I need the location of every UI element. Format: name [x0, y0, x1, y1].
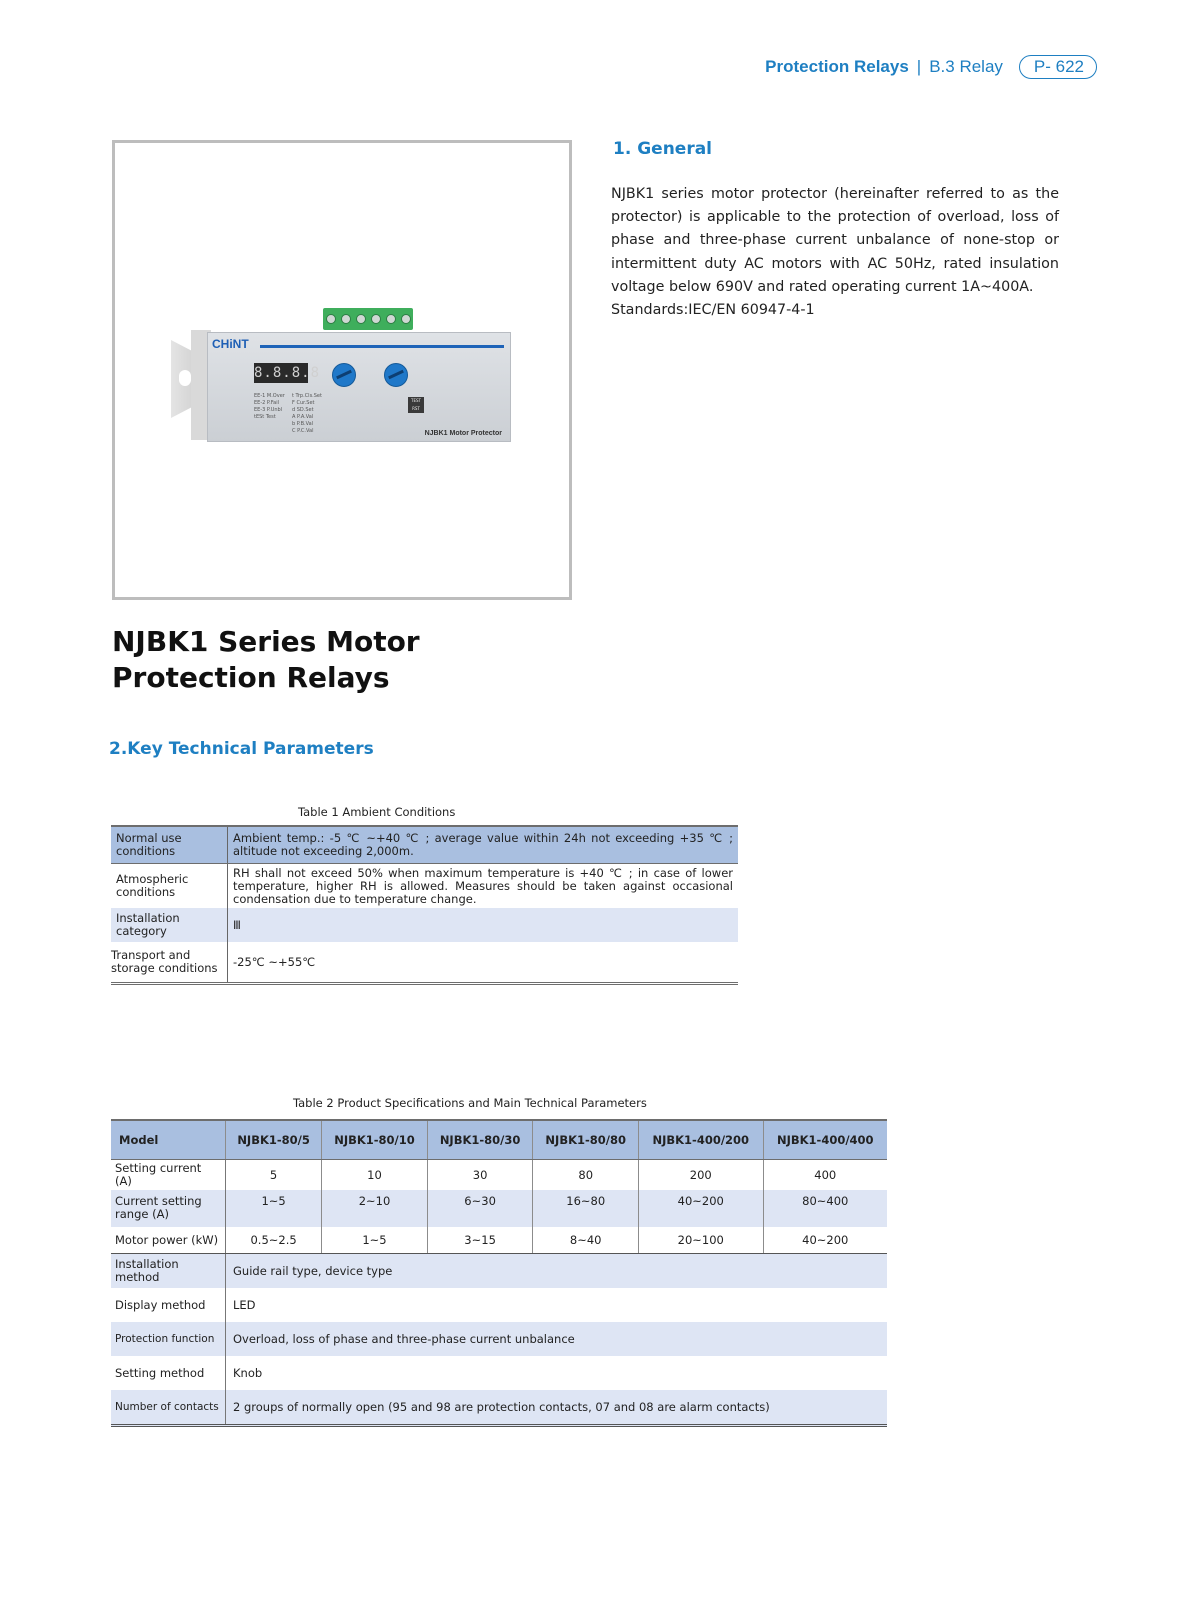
- row-label: Display method: [111, 1288, 226, 1322]
- row-label: Transport and storage conditions: [111, 942, 228, 984]
- setting-code-legend: t Trp.Cls.Set F Cur.Set d SD.Set A P.A.Val b P.B.Val C P.C.Val: [292, 393, 322, 434]
- header-subsection: B.3 Relay: [929, 57, 1003, 76]
- row-label: Atmospheric conditions: [111, 864, 228, 909]
- row-value: Knob: [233, 1365, 263, 1380]
- row-value: Overload, loss of phase and three-phase current unbalance: [226, 1322, 888, 1356]
- cell: 1~5: [226, 1190, 322, 1227]
- cell: 20~100: [639, 1227, 764, 1254]
- cell: 5: [226, 1160, 322, 1191]
- table-header-row: [111, 1120, 887, 1160]
- table-row: [111, 1390, 887, 1426]
- row-label: Motor power (kW): [111, 1227, 226, 1254]
- cell: 0.5~2.5: [226, 1227, 322, 1254]
- terminal-screw-icon: [386, 314, 396, 324]
- row-label: Setting current (A): [111, 1160, 226, 1191]
- table-row: [111, 1288, 887, 1322]
- row-label: Current setting range (A): [111, 1190, 226, 1227]
- column-header: NJBK1-80/80: [533, 1120, 639, 1160]
- table-row: [111, 826, 738, 864]
- table-row: [111, 908, 738, 942]
- column-header: NJBK1-80/30: [427, 1120, 533, 1160]
- table-row: [111, 1190, 887, 1227]
- row-label: Normal use conditions: [111, 826, 228, 864]
- general-body-text: NJBK1 series motor protector (hereinafter referred to as the protector) is applicable to the protection of overload, loss of phase and three-phase current unbalance of none-stop or intermittent duty AC motors with AC 50Hz, rated insulation voltage below 690V and rated operating current 1A~400A.: [611, 186, 1059, 295]
- terminal-screw-icon: [401, 314, 411, 324]
- row-label: Protection function: [111, 1322, 226, 1356]
- row-label: Installation method: [111, 1254, 226, 1289]
- cell: 6~30: [427, 1190, 533, 1227]
- product-specifications-table: [111, 1119, 887, 1427]
- header-section: Protection Relays: [765, 57, 909, 76]
- table-row: [111, 864, 738, 909]
- column-header: NJBK1-400/200: [639, 1120, 764, 1160]
- page-number-badge: P- 622: [1019, 55, 1097, 79]
- error-code-legend: EE-1 M.Over EE-2 P.Fail EE-3 P.Unbl tESt Test: [254, 393, 285, 420]
- test-reset-button-icon: TEST RST: [408, 397, 424, 413]
- trip-class-knob-icon: [332, 363, 356, 387]
- row-value: RH shall not exceed 50% when maximum temperature is +40 ℃ ; in case of lower temperature, higher RH is allowed. Measures should be taken against occasional condensation due to temperature change.: [228, 864, 739, 909]
- product-image: [171, 308, 511, 448]
- row-value: Ambient temp.: -5 ℃ ~+40 ℃ ; average value within 24h not exceeding +35 ℃ ; altitude not exceeding 2,000m.: [228, 826, 739, 864]
- cell: 30: [427, 1160, 533, 1191]
- table-row: [111, 1160, 887, 1191]
- cell: 200: [639, 1160, 764, 1191]
- header-separator: |: [916, 57, 922, 76]
- brand-logo: CHiNT: [212, 337, 249, 351]
- cell: 1~5: [322, 1227, 428, 1254]
- led-display: 8.8.8.8: [254, 365, 321, 381]
- general-description: [611, 183, 1059, 322]
- cell: 3~15: [427, 1227, 533, 1254]
- table2-caption: Table 2 Product Specifications and Main Technical Parameters: [293, 1096, 647, 1110]
- page-header: [765, 55, 1097, 79]
- product-image-frame: [112, 140, 572, 600]
- cell: 80~400: [763, 1190, 887, 1227]
- cell: 400: [763, 1160, 887, 1191]
- row-value: Guide rail type, device type: [226, 1254, 888, 1289]
- column-header: NJBK1-80/10: [322, 1120, 428, 1160]
- ambient-conditions-table: [111, 825, 738, 985]
- cell: 16~80: [533, 1190, 639, 1227]
- column-header: Model: [111, 1120, 226, 1160]
- general-heading: 1. General: [613, 139, 713, 159]
- terminal-screw-icon: [326, 314, 336, 324]
- row-label: Installation category: [111, 908, 228, 942]
- cell: 10: [322, 1160, 428, 1191]
- page-title: NJBK1 Series Motor Protection Relays: [112, 625, 420, 694]
- row-value: 2 groups of normally open (95 and 98 are protection contacts, 07 and 08 are alarm contacts): [226, 1390, 888, 1426]
- cell: 8~40: [533, 1227, 639, 1254]
- cell: 80: [533, 1160, 639, 1191]
- table-row: [111, 1227, 887, 1254]
- key-parameters-heading: 2.Key Technical Parameters: [109, 739, 374, 759]
- brand-stripe: [260, 345, 504, 348]
- terminal-screw-icon: [341, 314, 351, 324]
- current-knob-icon: [384, 363, 408, 387]
- table-row: [111, 1322, 887, 1356]
- device-front-panel: [207, 332, 511, 442]
- row-value: -25℃ ~+55℃: [228, 942, 739, 984]
- table1-caption: Table 1 Ambient Conditions: [298, 805, 456, 819]
- cell: 40~200: [639, 1190, 764, 1227]
- terminal-screw-icon: [356, 314, 366, 324]
- row-value: Ⅲ: [228, 908, 739, 942]
- table-row: [111, 942, 738, 984]
- cell: 2~10: [322, 1190, 428, 1227]
- table-row: [111, 1356, 887, 1390]
- terminal-block: [323, 308, 413, 330]
- standards-text: Standards:IEC/EN 60947-4-1: [611, 302, 815, 319]
- device-model-label: NJBK1 Motor Protector: [424, 430, 502, 437]
- column-header: NJBK1-400/400: [763, 1120, 887, 1160]
- table-row: [111, 1254, 887, 1289]
- column-header: NJBK1-80/5: [226, 1120, 322, 1160]
- row-value: LED: [233, 1297, 256, 1312]
- terminal-screw-icon: [371, 314, 381, 324]
- cell: 40~200: [763, 1227, 887, 1254]
- row-label: Setting method: [111, 1356, 226, 1390]
- row-label: Number of contacts: [111, 1390, 226, 1426]
